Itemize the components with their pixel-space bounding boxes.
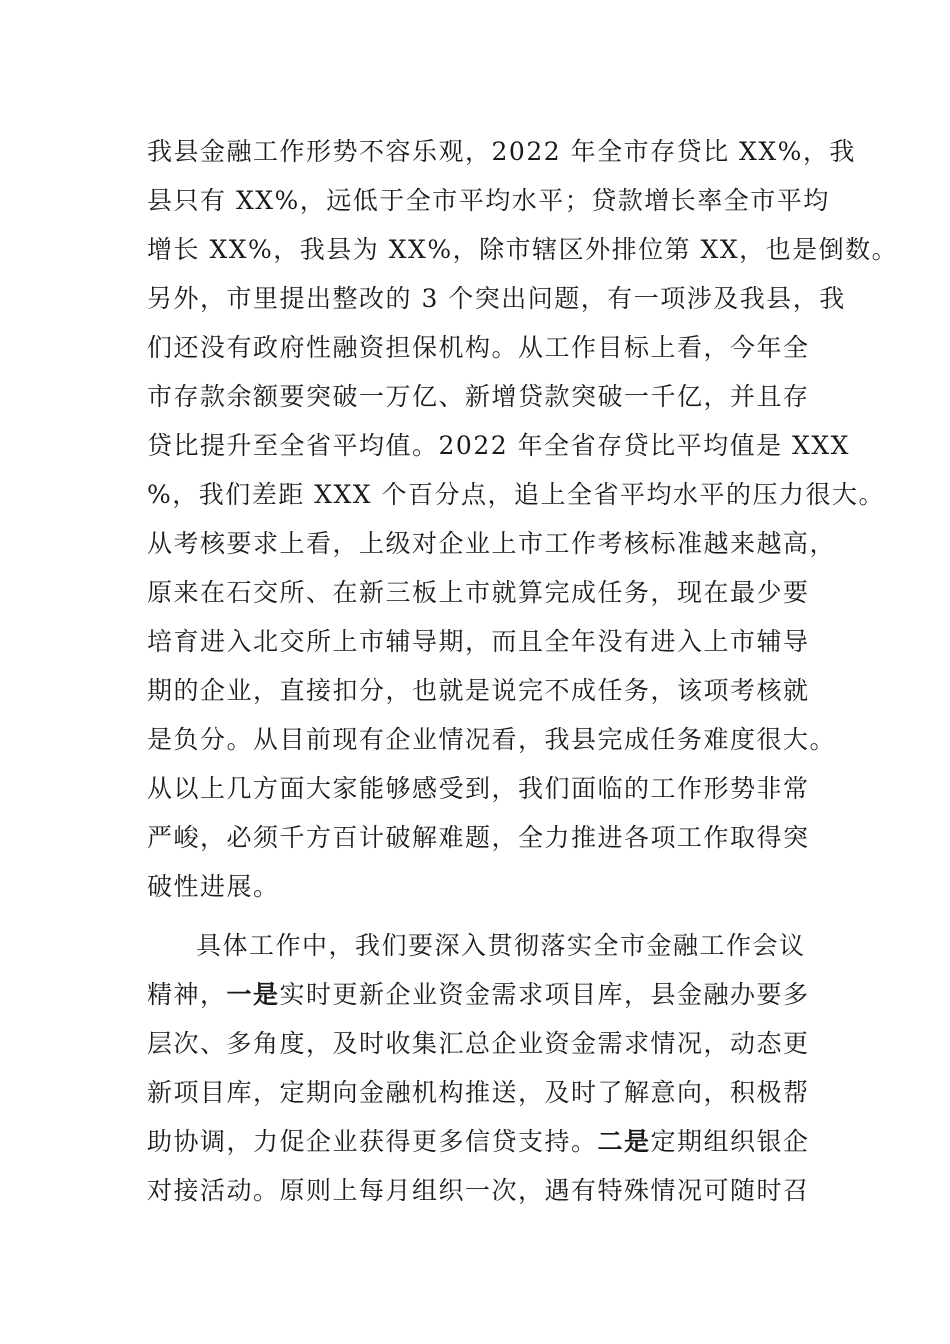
paragraph1-line: 贷比提升至全省平均值。2022 年全省存贷比平均值是 XXX [147, 431, 850, 460]
paragraph1-line: 县只有 XX%，远低于全市平均水平；贷款增长率全市平均 [147, 186, 830, 215]
paragraph2-line: 对接活动。原则上每月组织一次，遇有特殊情况可随时召 [147, 1176, 810, 1205]
paragraph1-line: 破性进展。 [147, 872, 280, 901]
paragraph1-line: 培育进入北交所上市辅导期，而且全年没有进入上市辅导 [147, 627, 810, 656]
paragraph1-line: 期的企业，直接扣分，也就是说完不成任务，该项考核就 [147, 676, 810, 705]
bold-marker-second: 二是 [597, 1127, 651, 1156]
paragraph1-line: %，我们差距 XXX 个百分点，追上全省平均水平的压力很大。 [147, 480, 886, 509]
paragraph1-line: 增长 XX%，我县为 XX%，除市辖区外排位第 XX，也是倒数。 [147, 235, 899, 264]
paragraph2-line [147, 980, 847, 1010]
paragraph1-line: 市存款余额要突破一万亿、新增贷款突破一千亿，并且存 [147, 382, 810, 411]
paragraph1-line: 从以上几方面大家能够感受到，我们面临的工作形势非常 [147, 774, 810, 803]
text-run: 精神， [147, 980, 227, 1009]
bold-marker-first: 一是 [226, 980, 280, 1009]
paragraph1-line: 们还没有政府性融资担保机构。从工作目标上看，今年全 [147, 333, 810, 362]
paragraph1-line: 我县金融工作形势不容乐观，2022 年全市存贷比 XX%，我 [147, 137, 856, 166]
text-run: 助协调，力促企业获得更多信贷支持。 [147, 1127, 598, 1156]
paragraph1-line: 原来在石交所、在新三板上市就算完成任务，现在最少要 [147, 578, 810, 607]
paragraph2-line [147, 1127, 847, 1157]
paragraph1-line: 是负分。从目前现有企业情况看，我县完成任务难度很大。 [147, 725, 837, 754]
paragraph2-line: 新项目库，定期向金融机构推送，及时了解意向，积极帮 [147, 1078, 810, 1107]
paragraph2-line: 层次、多角度，及时收集汇总企业资金需求情况，动态更 [147, 1029, 810, 1058]
paragraph1-line: 从考核要求上看，上级对企业上市工作考核标准越来越高， [147, 529, 837, 558]
text-run: 实时更新企业资金需求项目库，县金融办要多 [279, 980, 810, 1009]
text-run: 定期组织银企 [650, 1127, 810, 1156]
paragraph2-line: 具体工作中，我们要深入贯彻落实全市金融工作会议 [196, 931, 806, 960]
paragraph1-line: 另外，市里提出整改的 3 个突出问题，有一项涉及我县，我 [147, 284, 846, 313]
paragraph1-line: 严峻，必须千方百计破解难题，全力推进各项工作取得突 [147, 823, 810, 852]
